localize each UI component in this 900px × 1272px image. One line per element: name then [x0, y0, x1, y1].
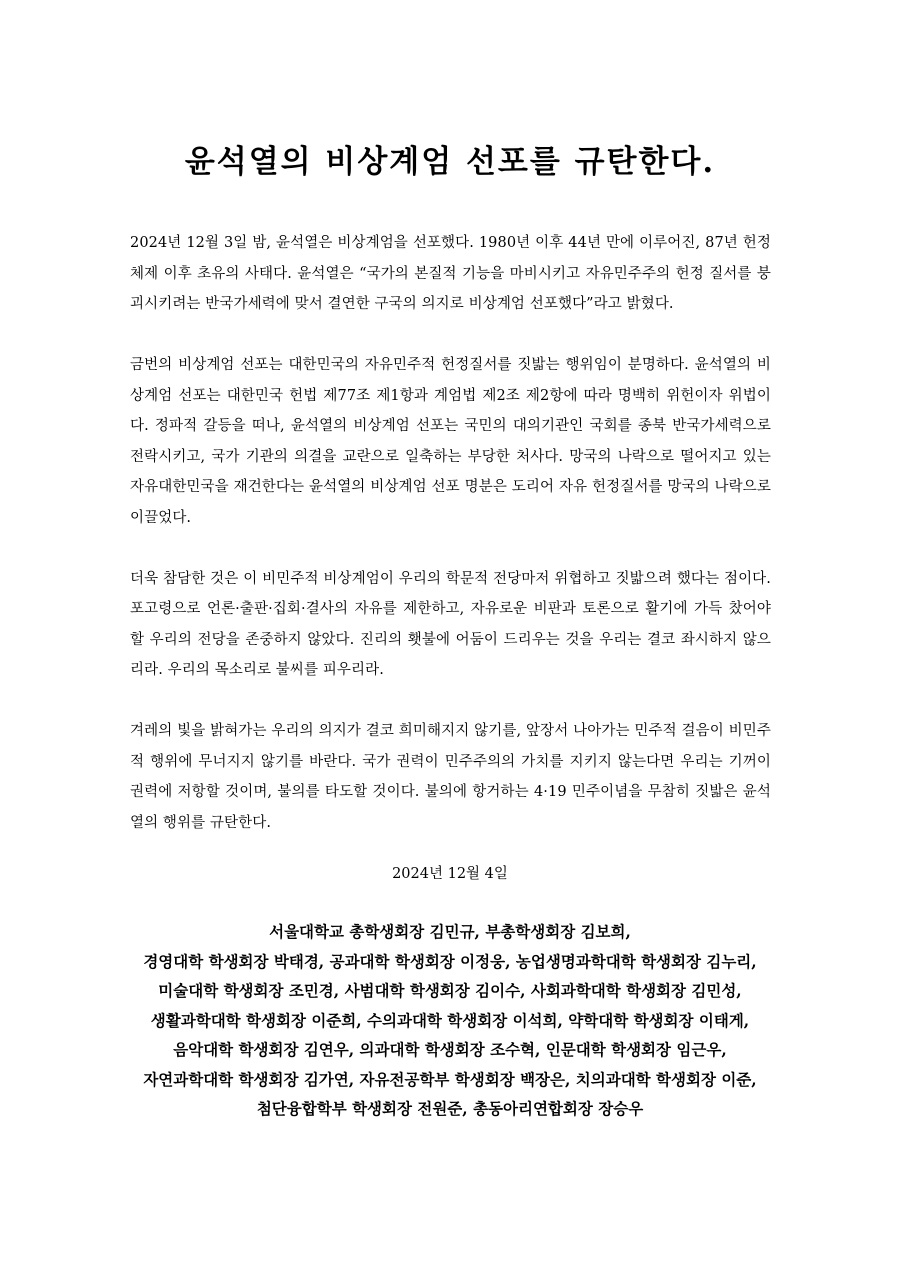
signers-line: 음악대학 학생회장 김연우, 의과대학 학생회장 조수혁, 인문대학 학생회장 임근우, — [173, 1040, 727, 1059]
paragraph-3: 더욱 참담한 것은 이 비민주적 비상계엄이 우리의 학문적 전당마저 위협하고 짓밟으려 했다는 점이다. 포고령으로 언론·출판·집회·결사의 자유를 제한하고, 자유로운 비판과 토론으로 활기에 가득 찼어야 할 우리의 전당을 존중하지 않았다. 진리의 횃불에 어둠이 드리우는 것을 우리는 결코 좌시하지 않으리라. 우리의 목소리로 불씨를 피우리라. — [130, 570, 771, 678]
document-title: 윤석열의 비상계엄 선포를 규탄한다. — [184, 144, 716, 180]
signers-line: 서울대학교 총학생회장 김민규, 부총학생회장 김보희, — [269, 922, 631, 941]
signers-line: 경영대학 학생회장 박태경, 공과대학 학생회장 이정웅, 농업생명과학대학 학생회장 김누리, — [143, 951, 757, 971]
document-date: 2024년 12월 4일 — [392, 866, 508, 882]
paragraph-1: 2024년 12월 3일 밤, 윤석열은 비상계엄을 선포했다. 1980년 이후 44년 만에 이루어진, 87년 헌정 체제 이후 초유의 사태다. 윤석열은 “국가의 본질적 기능을 마비시키고 자유민주주의 헌정 질서를 붕괴시키려는 반국가세력에 맞서 결연한 구국의 의지로 비상계엄 선포했다”라고 밝혔다. — [130, 235, 771, 312]
signers-line: 첨단융합학부 학생회장 전원준, 총동아리연합회장 장승우 — [256, 1099, 644, 1118]
signers-line: 미술대학 학생회장 조민경, 사범대학 학생회장 김이수, 사회과학대학 학생회장 김민성, — [158, 981, 742, 1000]
paragraph-4: 겨레의 빛을 밝혀가는 우리의 의지가 결코 희미해지지 않기를, 앞장서 나아가는 민주적 걸음이 비민주적 행위에 무너지지 않기를 바란다. 국가 권력이 민주주의의 가치를 지키지 않는다면 우리는 기꺼이 권력에 저항할 것이며, 불의를 타도할 것이다. 불의에 항거하는 4·19 민주이념을 무참히 짓밟은 윤석열의 행위를 규탄한다. — [130, 723, 771, 831]
signers-line: 생활과학대학 학생회장 이준희, 수의과대학 학생회장 이석희, 약학대학 학생회장 이태게, — [150, 1010, 750, 1030]
signers-list — [90, 917, 810, 1124]
document-body — [130, 228, 771, 869]
signers-line: 자연과학대학 학생회장 김가연, 자유전공학부 학생회장 백장은, 치의과대학 학생회장 이준, — [143, 1069, 757, 1089]
paragraph-2: 금번의 비상계엄 선포는 대한민국의 자유민주적 헌정질서를 짓밟는 행위임이 분명하다. 윤석열의 비상계엄 선포는 대한민국 헌법 제77조 제1항과 계엄법 제2조 제2항에 따라 명백히 위헌이자 위법이다. 정파적 갈등을 떠나, 윤석열의 비상계엄 선포는 국민의 대의기관인 국회를 종북 반국가세력으로 전락시키고, 국가 기관의 의결을 교란으로 일축하는 부당한 처사다. 망국의 나락으로 떨어지고 있는 자유대한민국을 재건한다는 윤석열의 비상계엄 선포 명분은 도리어 자유 헌정질서를 망국의 나락으로 이끌었다. — [130, 357, 771, 526]
